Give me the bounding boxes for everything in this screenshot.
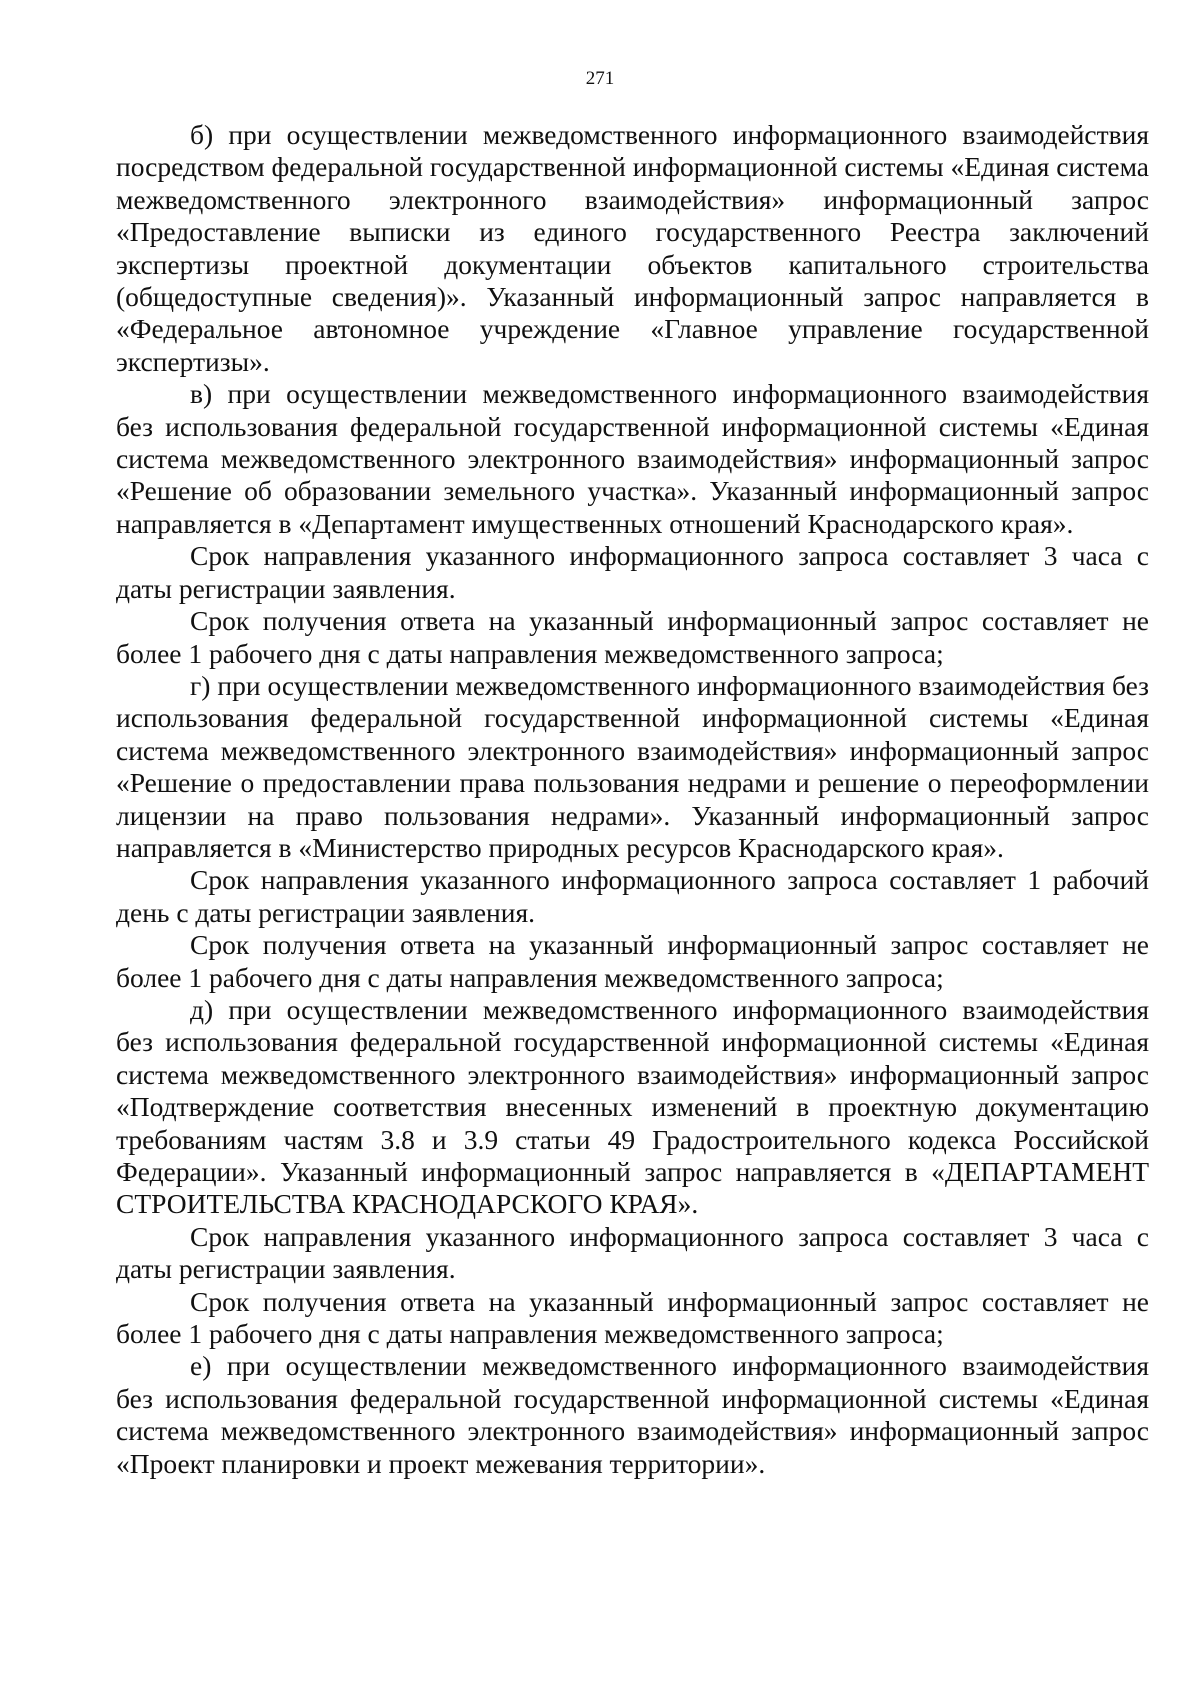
paragraph-deadline-response: Срок получения ответа на указанный информационный запрос составляет не более 1 рабочего дня с даты направления межведомственного запроса; bbox=[116, 605, 1149, 669]
paragraph-item-e: е) при осуществлении межведомственного информационного взаимодействия без использования федеральной государственной информационной системы «Единая система межведомственного электронного взаимодействия» информационный запрос «Проект планировки и проект межевания территории». bbox=[116, 1350, 1149, 1479]
document-body bbox=[116, 119, 1149, 1480]
paragraph-deadline-send: Срок направления указанного информационного запроса составляет 3 часа с даты регистрации заявления. bbox=[116, 1220, 1149, 1285]
page-number: 271 bbox=[585, 68, 615, 89]
paragraph-item-v: в) при осуществлении межведомственного информационного взаимодействия без использования федеральной государственной информационной системы «Единая система межведомственного электронного взаимодействия» информационный запрос «Решение об образовании земельного участка». Указанный информационный запрос направляется в «Департамент имущественных отношений Краснодарского края». bbox=[116, 378, 1149, 539]
paragraph-item-b: б) при осуществлении межведомственного информационного взаимодействия посредством федеральной государственной информационной системы «Единая система межведомственного электронного взаимодействия» информационный запрос «Предоставление выписки из единого государственного Реестра заключений экспертизы проектной документации объектов капитального строительства (общедоступные сведения)». Указанный информационный запрос направляется в «Федеральное автономное учреждение «Главное управление государственной экспертизы». bbox=[116, 119, 1150, 377]
paragraph-item-d: д) при осуществлении межведомственного информационного взаимодействия без использования федеральной государственной информационной системы «Единая система межведомственного электронного взаимодействия» информационный запрос «Подтверждение соответствия внесенных изменений в проектную документацию требованиям частям 3.8 и 3.9 статьи 49 Градостроительного кодекса Российской Федерации». Указанный информационный запрос направляется в «ДЕПАРТАМЕНТ СТРОИТЕЛЬСТВА КРАСНОДАРСКОГО КРАЯ». bbox=[116, 993, 1149, 1220]
paragraph-deadline-response: Срок получения ответа на указанный информационный запрос составляет не более 1 рабочего дня с даты направления межведомственного запроса; bbox=[116, 1285, 1149, 1350]
paragraph-deadline-response: Срок получения ответа на указанный информационный запрос составляет не более 1 рабочего дня с даты направления межведомственного запроса; bbox=[116, 929, 1149, 993]
paragraph-deadline-send: Срок направления указанного информационного запроса составляет 1 рабочий день с даты регистрации заявления. bbox=[116, 864, 1149, 928]
paragraph-deadline-send: Срок направления указанного информационного запроса составляет 3 часа с даты регистрации заявления. bbox=[116, 540, 1149, 604]
paragraph-item-g: г) при осуществлении межведомственного информационного взаимодействия без использования федеральной государственной информационной системы «Единая система межведомственного электронного взаимодействия» информационный запрос «Решение о предоставлении права пользования недрами и решение о переоформлении лицензии на право пользования недрами». Указанный информационный запрос направляется в «Министерство природных ресурсов Краснодарского края». bbox=[116, 669, 1149, 863]
